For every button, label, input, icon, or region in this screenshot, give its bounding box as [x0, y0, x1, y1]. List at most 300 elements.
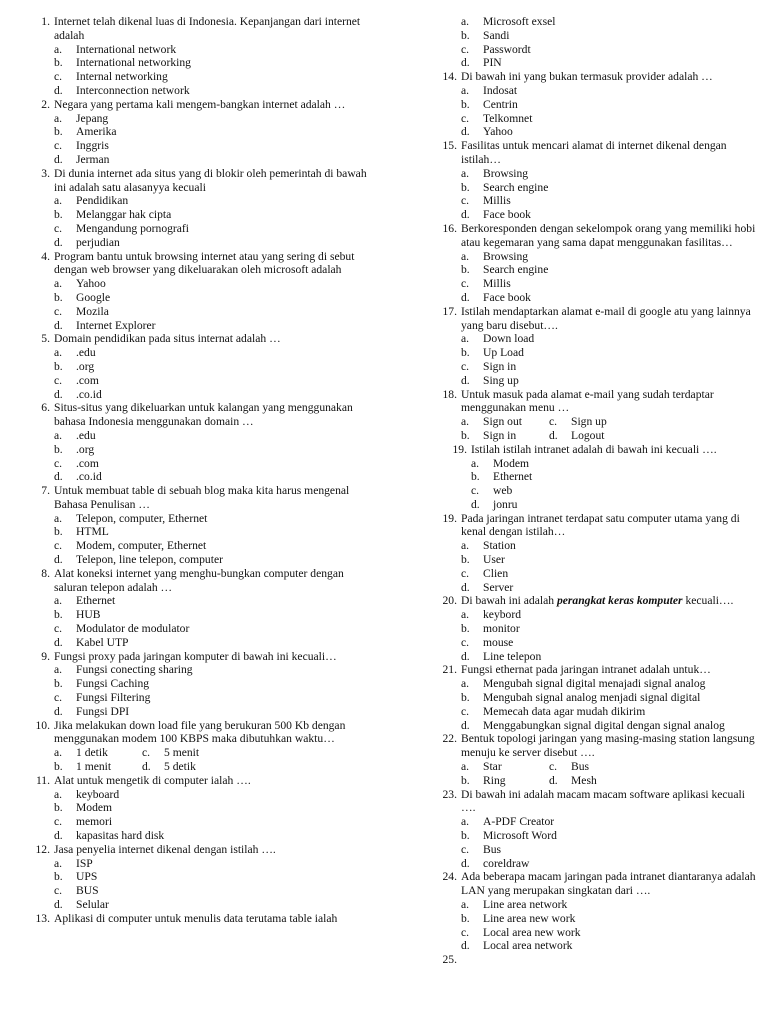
answer-option [54, 429, 376, 443]
question-item [407, 388, 763, 443]
option-text: 1 detik [76, 746, 108, 760]
option-text: keybord [483, 608, 521, 622]
option-text: Melanggar hak cipta [76, 208, 172, 222]
option-letter: a. [461, 249, 470, 263]
answer-option [54, 898, 376, 912]
question-number: 11. [35, 773, 50, 787]
answer-options [461, 250, 759, 305]
answer-option [54, 457, 376, 471]
question-item [407, 15, 763, 70]
answer-option [54, 608, 376, 622]
question-text [54, 912, 376, 926]
option-text: International network [76, 42, 177, 56]
option-text: Server [483, 580, 514, 594]
answer-option [142, 746, 230, 760]
option-letter: b. [461, 829, 470, 843]
option-letter: a. [54, 856, 63, 870]
option-text: Mengubah signal digital menajadi signal analog [483, 677, 706, 691]
option-letter: c. [54, 815, 63, 829]
option-text: ISP [76, 856, 93, 870]
question-item [0, 484, 380, 567]
option-letter: b. [461, 553, 470, 567]
option-letter: b. [54, 870, 63, 884]
option-letter: b. [54, 525, 63, 539]
question-item [407, 222, 763, 305]
answer-option [54, 870, 376, 884]
question-text [461, 222, 759, 250]
answer-option [461, 360, 759, 374]
option-letter: c. [54, 304, 63, 318]
answer-options [461, 677, 759, 732]
option-text: Bus [483, 842, 502, 856]
option-text: Telepon, line telepon, computer [76, 553, 223, 567]
question-text [461, 70, 759, 84]
option-text: coreldraw [483, 856, 530, 870]
answer-option [54, 43, 376, 57]
question-text [461, 305, 759, 333]
question-item [0, 719, 380, 774]
answer-option [54, 360, 376, 374]
question-text-part: Di bawah ini yang bukan termasuk provider adalah … [461, 70, 713, 84]
question-text [54, 401, 376, 429]
option-text: Ethernet [76, 594, 116, 608]
option-text: International networking [76, 56, 191, 70]
option-letter: b. [54, 608, 63, 622]
question-text [54, 774, 376, 788]
question-text [54, 567, 376, 595]
option-text: Down load [483, 332, 535, 346]
question-text [54, 719, 376, 747]
answer-option [54, 788, 376, 802]
option-letter: b. [54, 801, 63, 815]
option-text: Internal networking [76, 70, 168, 84]
answer-option [461, 250, 759, 264]
option-letter: c. [461, 194, 470, 208]
option-letter: b. [461, 263, 470, 277]
option-letter: a. [461, 608, 470, 622]
question-text [54, 484, 376, 512]
answer-options [461, 608, 759, 663]
answer-options [461, 167, 759, 222]
answer-option [54, 112, 376, 126]
answer-option [461, 760, 549, 774]
option-letter: a. [461, 539, 470, 553]
answer-options [461, 760, 759, 788]
answer-option [461, 857, 759, 871]
option-text: Logout [571, 428, 605, 442]
question-number: 17. [442, 304, 457, 318]
answer-option [461, 84, 759, 98]
answer-option [461, 125, 759, 139]
option-text: Modulator de modulator [76, 622, 190, 636]
answer-option [461, 208, 759, 222]
answer-options [54, 277, 376, 332]
answer-option [54, 677, 376, 691]
question-number: 2. [41, 97, 50, 111]
option-letter: d. [461, 718, 470, 732]
answer-option [471, 484, 759, 498]
answer-option [461, 815, 759, 829]
answer-option [471, 498, 759, 512]
question-text [461, 594, 759, 608]
option-text: Sandi [483, 28, 510, 42]
option-text: Pendidikan [76, 194, 129, 208]
option-text: Face book [483, 290, 531, 304]
answer-options [54, 43, 376, 98]
option-letter: d. [142, 760, 151, 774]
question-item [0, 650, 380, 719]
option-letter: a. [54, 787, 63, 801]
option-letter: b. [461, 773, 470, 787]
option-letter: b. [461, 911, 470, 925]
answer-option [54, 125, 376, 139]
answer-option [54, 801, 376, 815]
option-text: Search engine [483, 180, 549, 194]
answer-option [461, 429, 549, 443]
option-letter: a. [461, 677, 470, 691]
option-letter: d. [461, 208, 470, 222]
option-text: Jerman [76, 152, 110, 166]
option-letter: a. [461, 760, 470, 774]
question-text [54, 98, 376, 112]
answer-options [54, 857, 376, 912]
question-text-tail: kecuali…. [682, 594, 734, 608]
answer-option [461, 581, 759, 595]
question-item [0, 98, 380, 167]
question-text [54, 332, 376, 346]
option-letter: d. [461, 939, 470, 953]
option-text: Face book [483, 208, 531, 222]
answer-option [54, 594, 376, 608]
option-text: Fungsi conecting sharing [76, 663, 193, 677]
option-letter: a. [54, 277, 63, 291]
answer-option [54, 84, 376, 98]
option-letter: d. [54, 898, 63, 911]
option-letter: d. [54, 387, 63, 401]
answer-option [461, 194, 759, 208]
option-letter: d. [461, 580, 470, 594]
answer-option [461, 608, 759, 622]
answer-option [461, 332, 759, 346]
answer-options [54, 112, 376, 167]
option-letter: d. [54, 83, 63, 97]
option-letter: c. [461, 42, 470, 56]
question-text-part: Ada beberapa macam jaringan pada intranet diantaranya adalah LAN yang merupakan singkatan dari …. [461, 870, 756, 898]
question-item [0, 332, 380, 401]
answer-options [54, 429, 376, 484]
option-letter: c. [549, 415, 558, 429]
answer-option [461, 705, 759, 719]
question-text-part: Jasa penyelia internet dikenal dengan istilah …. [54, 842, 276, 856]
option-text: HTML [76, 525, 109, 539]
option-letter: c. [54, 884, 63, 898]
question-text [461, 870, 759, 898]
option-letter: b. [461, 28, 470, 42]
option-text: Microsoft Word [483, 829, 557, 843]
option-text: Telepon, computer, Ethernet [76, 511, 208, 525]
question-text-part: Fasilitas untuk mencari alamat di internet dikenal dengan istilah… [461, 139, 727, 166]
answer-option [54, 470, 376, 484]
option-text: Modem, computer, Ethernet [76, 539, 207, 553]
answer-option-pair [461, 774, 759, 788]
option-text: .co.id [76, 470, 102, 484]
answer-option [461, 291, 759, 305]
question-number: 22. [442, 732, 457, 746]
question-number: 18. [442, 387, 457, 401]
answer-option [461, 374, 759, 388]
option-letter: c. [142, 746, 151, 760]
option-letter: c. [461, 635, 470, 649]
question-number: 8. [41, 566, 50, 580]
answer-option [549, 429, 637, 443]
question-item [0, 912, 380, 926]
question-text-part: Bentuk topologi jaringan yang masing-masing station langsung menuju ke server disebut …. [461, 732, 755, 760]
answer-option [461, 719, 759, 733]
option-letter: c. [461, 111, 470, 125]
option-text: Mozila [76, 304, 109, 318]
answer-option [54, 622, 376, 636]
question-text [54, 650, 376, 664]
option-letter: a. [54, 111, 63, 125]
answer-option [461, 263, 759, 277]
option-text: Local area network [483, 939, 573, 953]
option-letter: c. [54, 622, 63, 636]
answer-option [461, 622, 759, 636]
option-text: memori [76, 815, 113, 829]
option-text: perjudian [76, 235, 120, 249]
answer-option [54, 829, 376, 843]
answer-option [54, 291, 376, 305]
question-text-part: Program bantu untuk browsing internet atau yang sering di sebut dengan web browser yang dikeluarakan oleh microsoft adalah [54, 249, 355, 277]
answer-options [471, 457, 759, 512]
question-text-part: Di bawah ini adalah macam macam software aplikasi kecuali …. [461, 787, 745, 815]
question-item [407, 788, 763, 871]
option-text: Mengubah signal analog menjadi signal digital [483, 691, 701, 705]
answer-options [461, 898, 759, 953]
option-letter: d. [54, 152, 63, 166]
option-text: Sign in [483, 359, 517, 373]
question-text [54, 250, 376, 278]
option-text: Interconnection network [76, 83, 190, 97]
option-text: Ethernet [493, 470, 533, 484]
option-letter: a. [461, 415, 470, 429]
answer-option [461, 912, 759, 926]
option-text: .edu [76, 346, 96, 360]
option-text: Mesh [571, 773, 597, 787]
answer-option [142, 760, 230, 774]
answer-option [461, 43, 759, 57]
option-text: .co.id [76, 387, 102, 401]
option-text: A-PDF Creator [483, 815, 555, 829]
option-text: Fungsi Caching [76, 677, 150, 691]
answer-option [54, 705, 376, 719]
question-text [461, 663, 759, 677]
answer-option [54, 746, 142, 760]
option-text: Browsing [483, 166, 529, 180]
answer-option [54, 388, 376, 402]
option-letter: a. [54, 511, 63, 525]
answer-option [54, 512, 376, 526]
option-letter: d. [471, 497, 480, 511]
answer-option-pair [461, 760, 759, 774]
answer-options [54, 194, 376, 249]
option-text: Microsoft exsel [483, 15, 556, 28]
answer-option [54, 443, 376, 457]
option-letter: a. [461, 898, 470, 911]
answer-options [54, 512, 376, 567]
option-letter: d. [461, 125, 470, 139]
option-letter: d. [54, 470, 63, 484]
option-letter: b. [461, 180, 470, 194]
option-text: Telkomnet [483, 111, 533, 125]
option-letter: a. [461, 15, 470, 28]
question-number: 20. [442, 594, 457, 608]
option-letter: b. [54, 359, 63, 373]
question-text-part: Alat untuk mengetik di computer ialah …. [54, 773, 251, 787]
option-letter: a. [54, 428, 63, 442]
option-text: Ring [483, 773, 506, 787]
option-letter: d. [54, 235, 63, 249]
question-number: 24. [442, 870, 457, 884]
option-text: Yahoo [76, 277, 106, 291]
answer-option [461, 650, 759, 664]
answer-option [54, 760, 142, 774]
option-text: .edu [76, 428, 96, 442]
option-letter: c. [461, 704, 470, 718]
question-text-part: Aplikasi di computer untuk menulis data terutama table ialah [54, 911, 338, 925]
question-number: 16. [442, 221, 457, 235]
question-text-part: Negara yang pertama kali mengem-bangkan internet adalah … [54, 97, 346, 111]
question-item [407, 732, 763, 787]
option-text: Kabel UTP [76, 635, 129, 649]
option-letter: d. [54, 318, 63, 332]
option-text: jonru [493, 497, 518, 511]
question-item [0, 774, 380, 843]
question-number: 12. [35, 842, 50, 856]
option-letter: b. [54, 208, 63, 222]
question-text [461, 788, 759, 816]
option-letter: a. [461, 83, 470, 97]
answer-options [461, 539, 759, 594]
option-letter: d. [549, 773, 558, 787]
option-text: Inggris [76, 139, 109, 153]
question-text-part: Pada jaringan intranet terdapat satu computer utama yang di kenal dengan istilah… [461, 511, 740, 539]
option-letter: d. [461, 856, 470, 870]
answer-option [461, 829, 759, 843]
answer-option [54, 346, 376, 360]
option-letter: c. [54, 139, 63, 153]
option-text: Yahoo [483, 125, 513, 139]
answer-option [54, 663, 376, 677]
question-item [0, 843, 380, 912]
option-text: .org [76, 442, 95, 456]
option-letter: d. [461, 290, 470, 304]
option-text: Local area new work [483, 925, 581, 939]
right-column [407, 15, 763, 967]
option-text: Millis [483, 277, 511, 291]
answer-option [54, 208, 376, 222]
option-letter: b. [54, 290, 63, 304]
option-text: Sing up [483, 373, 519, 387]
option-letter: b. [461, 346, 470, 360]
question-number: 19. [452, 442, 467, 456]
option-text: keyboard [76, 787, 120, 801]
option-text: HUB [76, 608, 101, 622]
question-text-part: Di bawah ini adalah [461, 594, 555, 608]
option-letter: b. [471, 470, 480, 484]
option-text: mouse [483, 635, 514, 649]
answer-option [54, 153, 376, 167]
answer-option [54, 305, 376, 319]
question-number: 1. [41, 15, 50, 28]
question-item [407, 870, 763, 953]
question-number: 19. [442, 511, 457, 525]
answer-option [461, 98, 759, 112]
option-text: UPS [76, 870, 98, 884]
option-text: Clien [483, 566, 509, 580]
option-text: Search engine [483, 263, 549, 277]
option-text: Modem [76, 801, 113, 815]
question-text-part: Jika melakukan down load file yang berukuran 500 Kb dengan menggunakan modem 100 KBPS maka dibutuhkan waktu… [54, 718, 346, 746]
option-letter: a. [461, 815, 470, 829]
question-text-part: Istilah mendaptarkan alamat e-mail di google atu yang lainnya yang baru disebut…. [461, 304, 751, 332]
option-letter: c. [461, 359, 470, 373]
option-text: Millis [483, 194, 511, 208]
answer-option [461, 56, 759, 70]
option-letter: a. [54, 746, 63, 760]
option-text: Line area network [483, 898, 568, 911]
answer-option [54, 222, 376, 236]
option-letter: c. [54, 373, 63, 387]
option-text: Line area new work [483, 911, 576, 925]
answer-option [461, 277, 759, 291]
option-letter: c. [461, 925, 470, 939]
answer-option [549, 774, 637, 788]
answer-options [54, 663, 376, 718]
question-item [417, 443, 763, 512]
option-letter: b. [54, 442, 63, 456]
answer-option [54, 553, 376, 567]
option-text: Memecah data agar mudah dikirim [483, 704, 646, 718]
option-text: Station [483, 539, 516, 553]
answer-option [54, 374, 376, 388]
option-text: Passwordt [483, 42, 531, 56]
answer-option [471, 470, 759, 484]
answer-option [461, 939, 759, 953]
answer-option [461, 15, 759, 29]
question-text [461, 732, 759, 760]
option-text: PIN [483, 56, 502, 70]
option-text: Modem [493, 456, 530, 470]
answer-option [461, 843, 759, 857]
answer-option [461, 636, 759, 650]
question-text [54, 15, 376, 43]
option-letter: c. [54, 539, 63, 553]
answer-option [549, 415, 637, 429]
answer-option [461, 898, 759, 912]
answer-options [54, 346, 376, 401]
question-text-part: Fungsi proxy pada jaringan komputer di bawah ini kecuali… [54, 649, 337, 663]
question-text-part: Untuk membuat table di sebuah blog maka kita harus mengenal Bahasa Penulisan … [54, 484, 350, 511]
question-text-emphasis: perangkat keras komputer [556, 594, 683, 608]
answer-options [461, 415, 759, 443]
option-letter: b. [461, 97, 470, 111]
answer-option [54, 194, 376, 208]
option-letter: a. [54, 346, 63, 360]
question-item [407, 70, 763, 139]
question-text [471, 443, 759, 457]
left-column [0, 15, 380, 926]
